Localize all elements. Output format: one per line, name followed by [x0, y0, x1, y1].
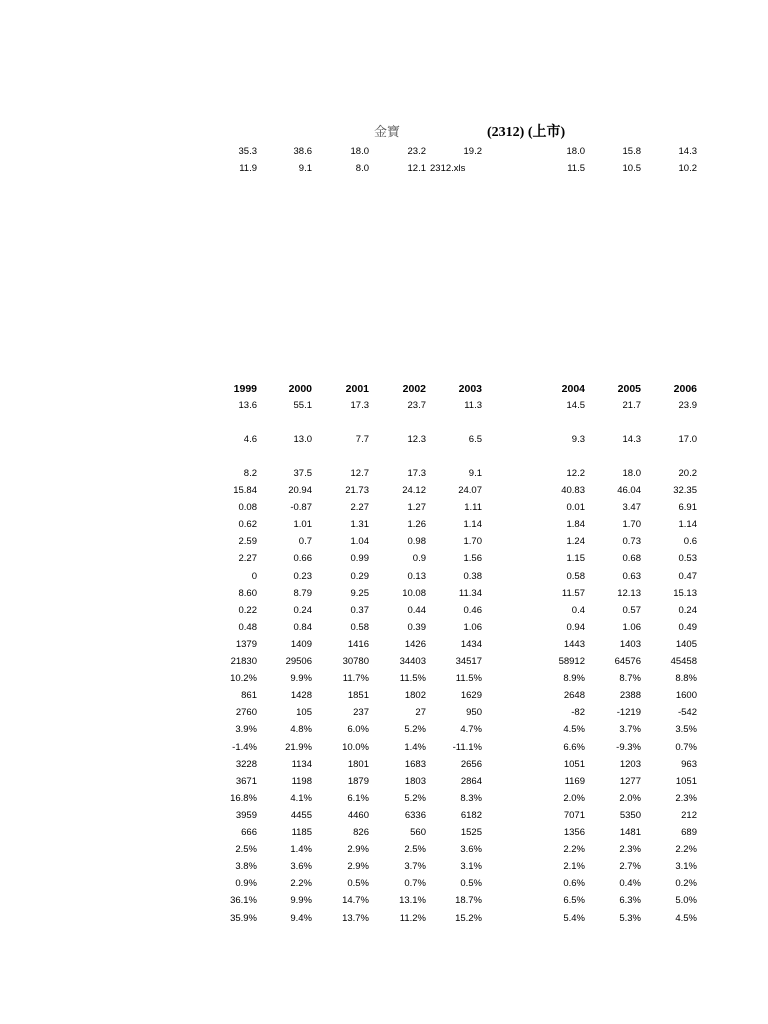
cell: 689	[681, 827, 697, 838]
table-row	[0, 741, 768, 755]
cell: 15.84	[233, 485, 257, 496]
cell: 2002	[402, 383, 426, 395]
cell: 2004	[561, 383, 585, 395]
cell: 0.29	[350, 571, 369, 582]
cell: 14.3	[622, 434, 641, 445]
cell: 0.23	[293, 571, 312, 582]
cell: 0.66	[293, 553, 312, 564]
cell: 8.3%	[460, 793, 482, 804]
cell: 29506	[285, 656, 312, 667]
cell: 560	[410, 827, 426, 838]
cell: 0.37	[350, 605, 369, 616]
cell: 11.9	[239, 163, 257, 174]
cell: 3671	[235, 776, 257, 787]
cell: 2.0%	[619, 793, 641, 804]
cell: 4.5%	[675, 913, 697, 924]
cell: 1683	[404, 759, 426, 770]
cell: 55.1	[293, 400, 312, 411]
table-row	[0, 826, 768, 840]
cell: 2.27	[238, 553, 257, 564]
cell: 20.94	[288, 485, 312, 496]
cell: 64576	[614, 656, 641, 667]
cell: 0.24	[293, 605, 312, 616]
cell: 0.58	[350, 622, 369, 633]
cell: 0.6%	[563, 878, 585, 889]
cell: 0	[251, 571, 257, 582]
cell: 10.2	[678, 163, 697, 174]
cell: 2864	[460, 776, 482, 787]
cell: 1999	[233, 383, 257, 395]
cell: 2.5%	[235, 844, 257, 855]
cell: 8.60	[238, 588, 257, 599]
table-row	[0, 484, 768, 498]
cell: 2.1%	[563, 861, 585, 872]
cell: 1.70	[622, 519, 641, 530]
cell: 2006	[673, 383, 697, 395]
cell: 0.24	[678, 605, 697, 616]
cell: 1409	[290, 639, 312, 650]
cell: 3.5%	[675, 724, 697, 735]
cell: 1.26	[407, 519, 426, 530]
table-row	[0, 604, 768, 618]
cell: 7.7	[355, 434, 369, 445]
table-row	[0, 877, 768, 891]
cell: 2.0%	[563, 793, 585, 804]
table-row	[0, 792, 768, 806]
cell: 8.0	[355, 163, 369, 174]
cell: 1629	[460, 690, 482, 701]
cell: 11.7%	[342, 673, 369, 684]
cell: 0.98	[407, 536, 426, 547]
cell: 9.4%	[290, 913, 312, 924]
cell: 5.2%	[404, 724, 426, 735]
table-row	[0, 399, 768, 413]
cell: 8.79	[293, 588, 312, 599]
cell: -1.4%	[232, 742, 257, 753]
cell: 14.5	[566, 400, 585, 411]
cell: 666	[241, 827, 257, 838]
cell: 1428	[290, 690, 312, 701]
cell: 11.5	[567, 163, 585, 174]
cell: 3.1%	[460, 861, 482, 872]
cell: 2.9%	[347, 844, 369, 855]
cell: 18.0	[622, 468, 641, 479]
cell: 21830	[230, 656, 257, 667]
table-row	[0, 809, 768, 823]
cell: 0.46	[463, 605, 482, 616]
cell: 11.34	[458, 588, 482, 599]
cell: 2.9%	[347, 861, 369, 872]
cell: 21.9%	[285, 742, 312, 753]
cell: 45458	[670, 656, 697, 667]
cell: 963	[681, 759, 697, 770]
cell: 1.4%	[290, 844, 312, 855]
table-row	[0, 723, 768, 737]
cell: 6336	[404, 810, 426, 821]
cell: 1851	[347, 690, 369, 701]
cell: 2.27	[350, 502, 369, 513]
cell: 16.8%	[230, 793, 257, 804]
cell: 2.2%	[675, 844, 697, 855]
cell: 1.4%	[404, 742, 426, 753]
cell: 0.22	[238, 605, 257, 616]
cell: 2003	[458, 383, 482, 395]
cell: 38.6	[293, 146, 312, 157]
table-row	[0, 758, 768, 772]
cell: 2.7%	[619, 861, 641, 872]
cell: -1219	[616, 707, 641, 718]
cell: 2001	[345, 383, 369, 395]
cell: 1198	[291, 776, 312, 787]
table-row	[0, 655, 768, 669]
cell: 17.0	[678, 434, 697, 445]
cell: 0.38	[463, 571, 482, 582]
cell: 9.1	[468, 468, 482, 479]
cell: 27	[415, 707, 426, 718]
cell: 1.70	[463, 536, 482, 547]
cell: 0.57	[622, 605, 641, 616]
cell: 0.13	[407, 571, 426, 582]
stock-code: (2312) (上市)	[487, 125, 566, 140]
cell: 1600	[675, 690, 697, 701]
cell: 6.5%	[563, 895, 585, 906]
cell: 3.1%	[675, 861, 697, 872]
cell: 30780	[342, 656, 369, 667]
cell: 1277	[619, 776, 641, 787]
cell: 1.01	[293, 519, 312, 530]
summary-row	[0, 162, 768, 176]
cell: 12.1	[407, 163, 426, 174]
table-row	[0, 912, 768, 926]
cell: 5.0%	[675, 895, 697, 906]
cell: 15.13	[673, 588, 697, 599]
cell: 0.68	[622, 553, 641, 564]
cell: 4460	[347, 810, 369, 821]
cell: 24.07	[458, 485, 482, 496]
cell: 11.5%	[399, 673, 426, 684]
company-name: 金寶	[374, 125, 401, 140]
cell: 19.2	[463, 146, 482, 157]
cell: 1443	[563, 639, 585, 650]
cell: 0.2%	[675, 878, 697, 889]
cell: 24.12	[402, 485, 426, 496]
cell: 0.62	[238, 519, 257, 530]
cell: 0.5%	[347, 878, 369, 889]
cell: 5.2%	[404, 793, 426, 804]
table-row	[0, 535, 768, 549]
cell: 9.3	[571, 434, 585, 445]
cell: 10.0%	[342, 742, 369, 753]
cell: 2388	[619, 690, 641, 701]
cell: -82	[571, 707, 585, 718]
cell: 17.3	[407, 468, 426, 479]
cell: 58912	[558, 656, 585, 667]
cell: 0.73	[622, 536, 641, 547]
cell: 237	[353, 707, 369, 718]
cell: 1.11	[464, 502, 482, 513]
cell: 1481	[619, 827, 641, 838]
summary-row	[0, 145, 768, 159]
cell: 23.2	[407, 146, 426, 157]
cell: 1879	[347, 776, 369, 787]
cell: 826	[353, 827, 369, 838]
cell: 861	[241, 690, 257, 701]
cell: 0.53	[678, 553, 697, 564]
cell: 9.25	[350, 588, 369, 599]
cell: 13.6	[238, 400, 257, 411]
cell: 23.7	[407, 400, 426, 411]
cell: 6182	[460, 810, 482, 821]
cell: 35.9%	[230, 913, 257, 924]
cell: 0.48	[238, 622, 257, 633]
cell: 5350	[619, 810, 641, 821]
cell: 0.5%	[460, 878, 482, 889]
cell: 1.84	[566, 519, 585, 530]
cell: 1356	[563, 827, 585, 838]
cell: 1379	[235, 639, 257, 650]
cell: 10.08	[402, 588, 426, 599]
cell: 4.6	[243, 434, 257, 445]
cell: 4.1%	[290, 793, 312, 804]
cell: 6.0%	[347, 724, 369, 735]
cell: 1169	[564, 776, 585, 787]
cell: 1.31	[350, 519, 369, 530]
cell: 3.47	[622, 502, 641, 513]
cell: 1.06	[463, 622, 482, 633]
year-header-row	[0, 382, 768, 396]
table-row	[0, 621, 768, 635]
cell: 0.4	[571, 605, 585, 616]
cell: 1434	[460, 639, 482, 650]
cell: 2.2%	[563, 844, 585, 855]
cell: 3.8%	[235, 861, 257, 872]
cell: 2.3%	[619, 844, 641, 855]
cell: 12.13	[617, 588, 641, 599]
cell: 1.15	[566, 553, 585, 564]
cell: 2648	[563, 690, 585, 701]
cell: 0.9%	[235, 878, 257, 889]
cell: 15.8	[622, 146, 641, 157]
cell: 1416	[347, 639, 369, 650]
cell: 17.3	[350, 400, 369, 411]
table-row	[0, 587, 768, 601]
cell: 2.2%	[290, 878, 312, 889]
cell: 18.0	[566, 146, 585, 157]
cell: 1185	[291, 827, 312, 838]
cell: 105	[296, 707, 312, 718]
cell: 2.59	[238, 536, 257, 547]
cell: 3.9%	[235, 724, 257, 735]
cell: 1405	[675, 639, 697, 650]
table-row	[0, 775, 768, 789]
cell: 2656	[460, 759, 482, 770]
file-name-label: 2312.xls	[430, 163, 466, 174]
cell: 6.6%	[563, 742, 585, 753]
cell: 1525	[460, 827, 482, 838]
cell: 1134	[291, 759, 312, 770]
cell: 18.0	[350, 146, 369, 157]
cell: 5.4%	[563, 913, 585, 924]
cell: 10.2%	[230, 673, 257, 684]
cell: 0.94	[566, 622, 585, 633]
cell: 1.14	[463, 519, 482, 530]
cell: 6.3%	[619, 895, 641, 906]
cell: 1.14	[678, 519, 697, 530]
cell: 1801	[347, 759, 369, 770]
cell: 3.7%	[404, 861, 426, 872]
table-row	[0, 552, 768, 566]
cell: 1403	[619, 639, 641, 650]
cell: 1426	[404, 639, 426, 650]
cell: 9.9%	[290, 895, 312, 906]
cell: 9.1	[298, 163, 312, 174]
cell: 32.35	[673, 485, 697, 496]
cell: 21.7	[622, 400, 641, 411]
cell: 35.3	[238, 146, 257, 157]
cell: 0.01	[566, 502, 585, 513]
table-row	[0, 894, 768, 908]
cell: 0.58	[566, 571, 585, 582]
table-row	[0, 860, 768, 874]
table-row	[0, 467, 768, 481]
cell: 1051	[563, 759, 585, 770]
cell: 6.91	[678, 502, 697, 513]
cell: 12.3	[407, 434, 426, 445]
cell: 2000	[288, 383, 312, 395]
cell: 14.7%	[342, 895, 369, 906]
cell: 1.24	[566, 536, 585, 547]
table-row	[0, 570, 768, 584]
cell: 0.84	[293, 622, 312, 633]
table-row	[0, 672, 768, 686]
cell: 2760	[235, 707, 257, 718]
cell: 46.04	[617, 485, 641, 496]
cell: 3.7%	[619, 724, 641, 735]
cell: 1.56	[463, 553, 482, 564]
table-row	[0, 433, 768, 447]
cell: -0.87	[290, 502, 312, 513]
cell: 6.1%	[347, 793, 369, 804]
cell: 11.3	[464, 400, 482, 411]
cell: 23.9	[678, 400, 697, 411]
cell: 21.73	[345, 485, 369, 496]
cell: 6.5	[468, 434, 482, 445]
cell: 0.9	[412, 553, 426, 564]
table-row	[0, 843, 768, 857]
cell: 4.7%	[460, 724, 482, 735]
cell: 1803	[404, 776, 426, 787]
cell: 0.7%	[404, 878, 426, 889]
cell: 9.9%	[290, 673, 312, 684]
cell: 15.2%	[455, 913, 482, 924]
cell: 11.57	[561, 588, 585, 599]
cell: 0.39	[407, 622, 426, 633]
cell: 1.04	[350, 536, 369, 547]
cell: 4455	[290, 810, 312, 821]
cell: 18.7%	[455, 895, 482, 906]
cell: 0.6	[683, 536, 697, 547]
table-row	[0, 706, 768, 720]
table-row	[0, 689, 768, 703]
cell: 2.3%	[675, 793, 697, 804]
cell: 8.7%	[619, 673, 641, 684]
cell: 13.1%	[399, 895, 426, 906]
table-row	[0, 501, 768, 515]
cell: 8.9%	[563, 673, 585, 684]
cell: 0.7	[298, 536, 312, 547]
cell: 8.2	[243, 468, 257, 479]
cell: 0.49	[678, 622, 697, 633]
cell: 0.99	[350, 553, 369, 564]
cell: 40.83	[561, 485, 585, 496]
cell: 1051	[675, 776, 697, 787]
cell: -11.1%	[452, 742, 482, 753]
cell: 0.44	[407, 605, 426, 616]
cell: 212	[681, 810, 697, 821]
cell: 7071	[563, 810, 585, 821]
cell: 950	[466, 707, 482, 718]
cell: 2005	[617, 383, 641, 395]
cell: 2.5%	[404, 844, 426, 855]
table-row	[0, 638, 768, 652]
cell: 12.2	[566, 468, 585, 479]
table-row	[0, 518, 768, 532]
cell: 11.2%	[399, 913, 426, 924]
cell: 1.06	[622, 622, 641, 633]
cell: 4.8%	[290, 724, 312, 735]
cell: 34403	[399, 656, 426, 667]
cell: 0.7%	[675, 742, 697, 753]
cell: -542	[677, 707, 697, 718]
cell: 1.27	[407, 502, 426, 513]
cell: 14.3	[678, 146, 697, 157]
cell: 3.6%	[290, 861, 312, 872]
cell: 8.8%	[675, 673, 697, 684]
cell: 4.5%	[563, 724, 585, 735]
cell: 10.5	[622, 163, 641, 174]
cell: 0.4%	[619, 878, 641, 889]
cell: 34517	[455, 656, 482, 667]
cell: 20.2	[678, 468, 697, 479]
cell: 1802	[404, 690, 426, 701]
cell: -9.3%	[616, 742, 641, 753]
cell: 36.1%	[230, 895, 257, 906]
cell: 0.08	[238, 502, 257, 513]
cell: 37.5	[293, 468, 312, 479]
cell: 3959	[235, 810, 257, 821]
cell: 11.5%	[455, 673, 482, 684]
cell: 13.0	[293, 434, 312, 445]
cell: 0.47	[678, 571, 697, 582]
cell: 13.7%	[342, 913, 369, 924]
cell: 0.63	[622, 571, 641, 582]
cell: 3228	[235, 759, 257, 770]
cell: 5.3%	[619, 913, 641, 924]
cell: 1203	[619, 759, 641, 770]
cell: 3.6%	[460, 844, 482, 855]
cell: 12.7	[350, 468, 369, 479]
